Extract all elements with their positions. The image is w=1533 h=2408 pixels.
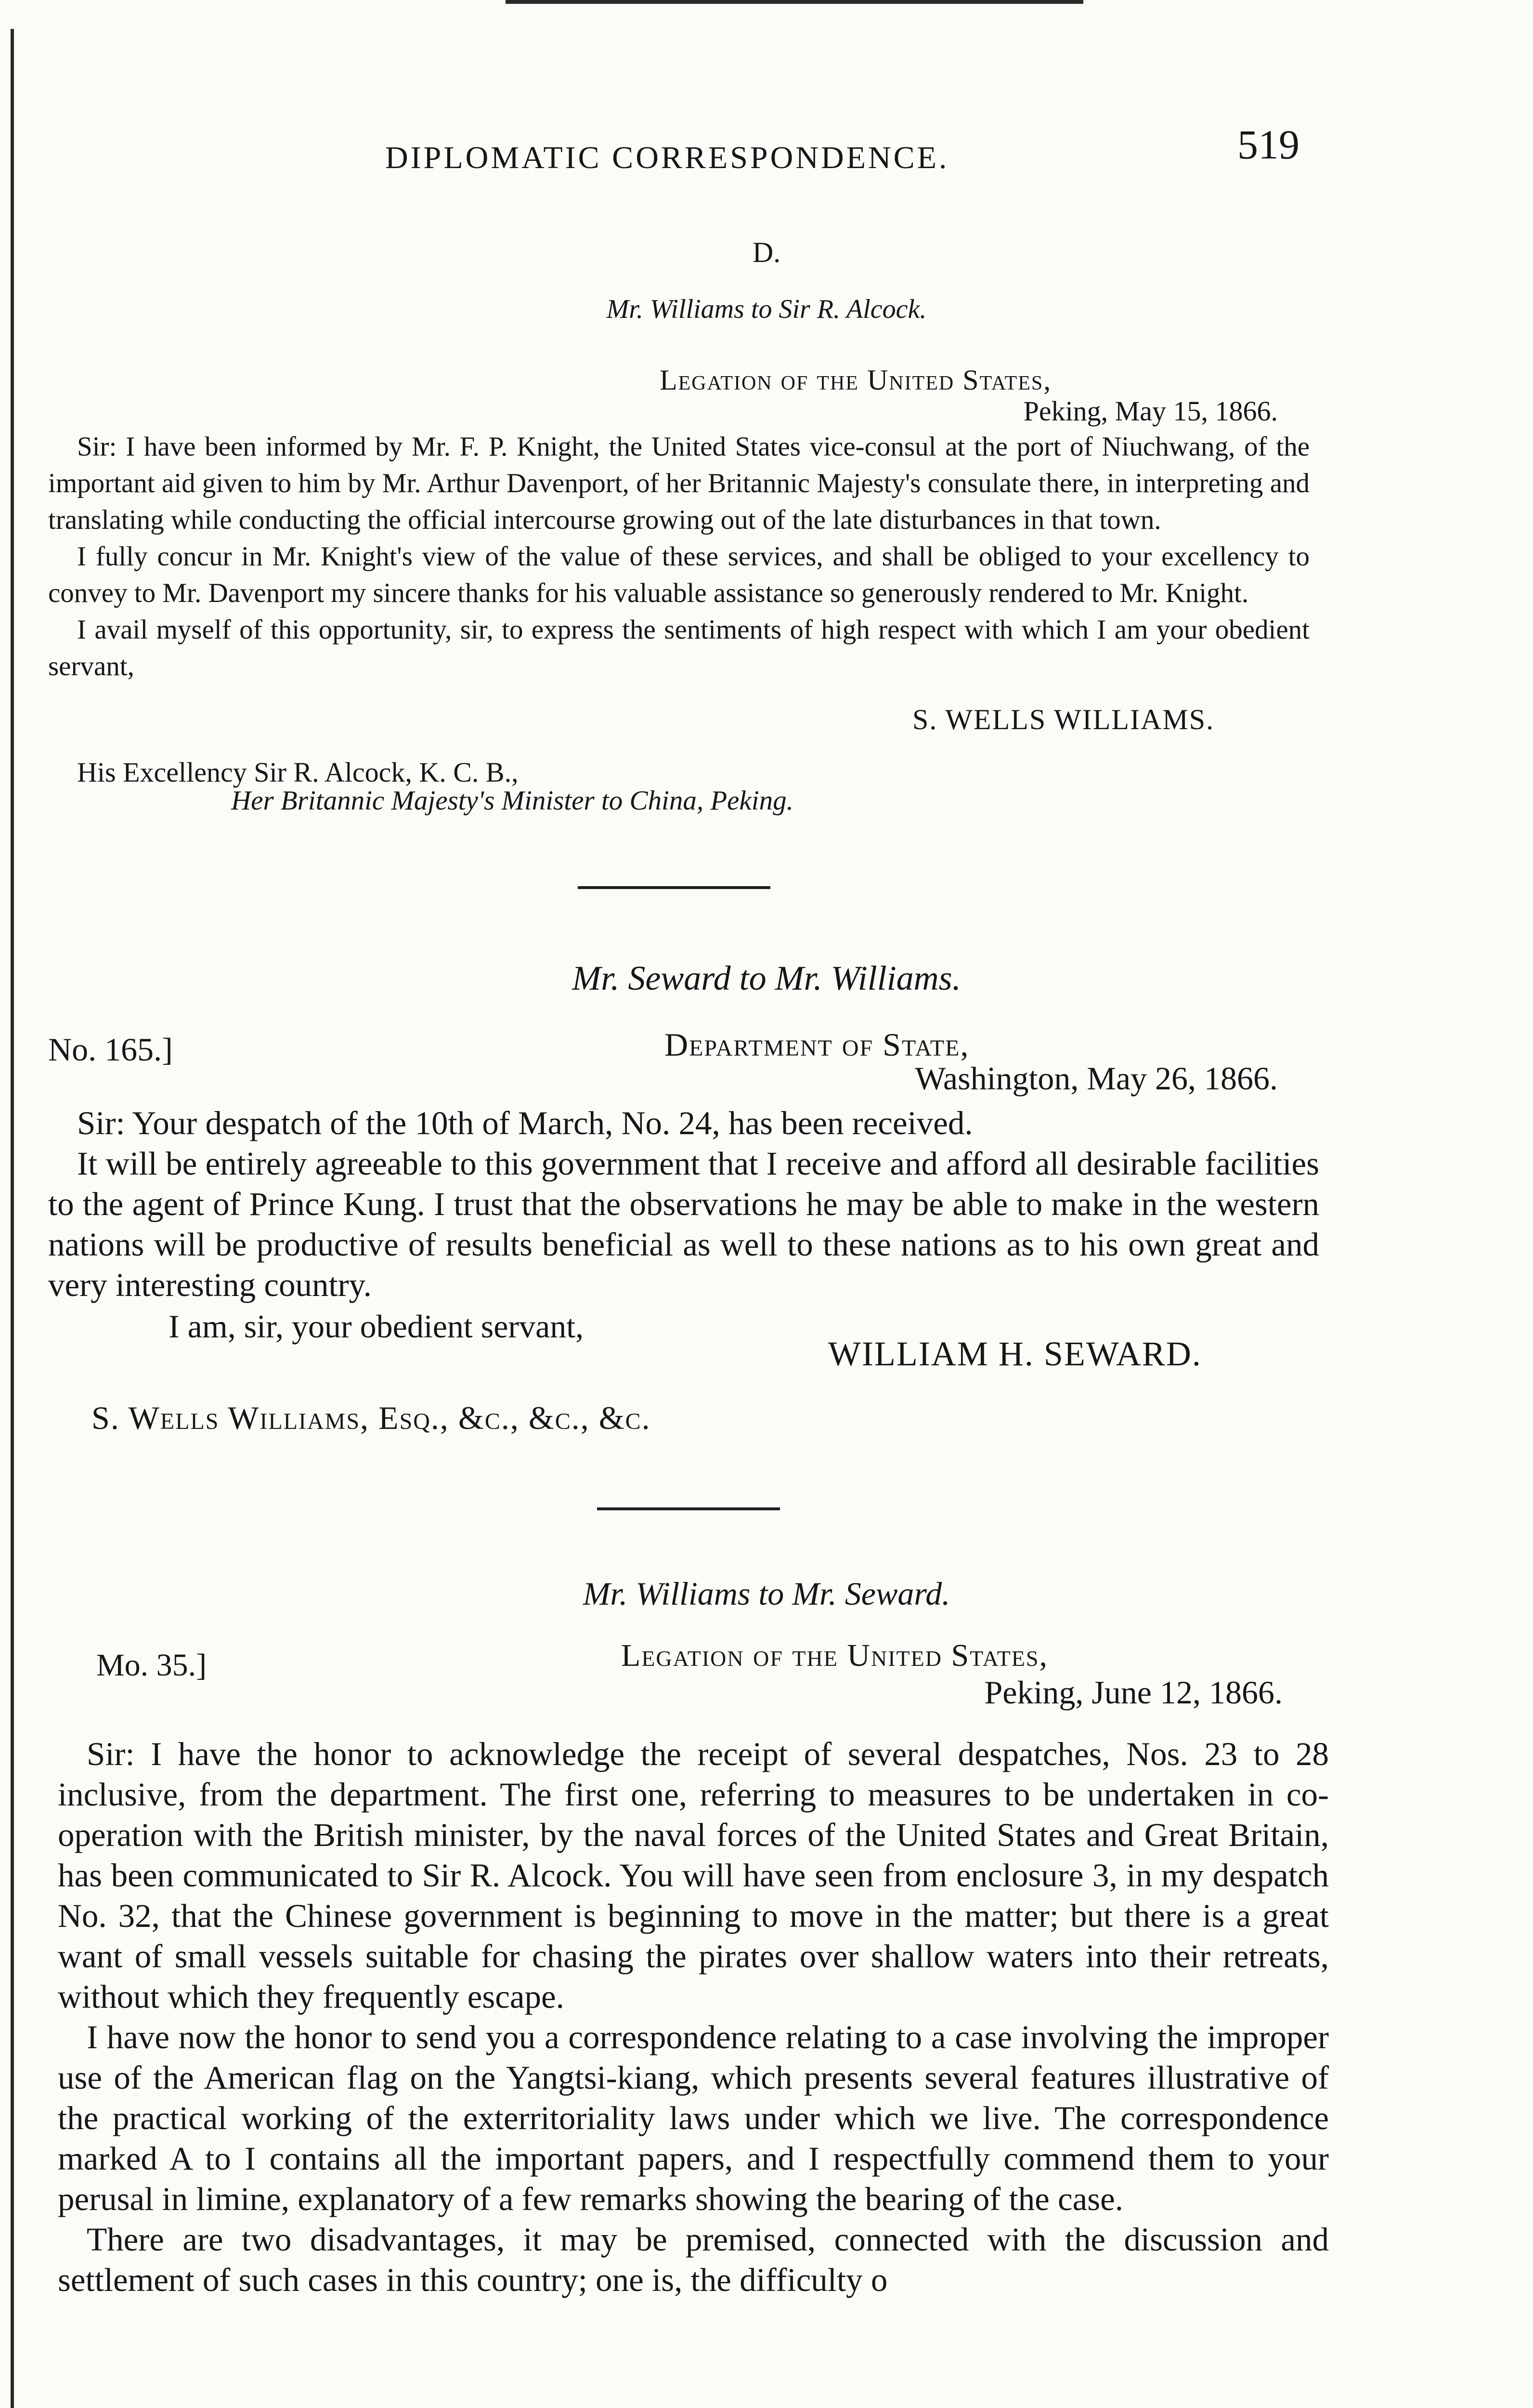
letter-seward-paragraph: It will be entirely agreeable to this government that I receive and afford all desirable facilities to the agent of Prince Kung. I trust that the observations he may be able to make in the western nations will be productive of results beneficial as well to these nations as to his own great and very interesting country. xyxy=(48,1145,1319,1303)
letter-seward-heading: Mr. Seward to Mr. Williams. xyxy=(572,959,961,997)
letter-williams-number: Mo. 35.] xyxy=(96,1648,207,1683)
letter-seward-origin: Department of State, xyxy=(664,1026,970,1063)
letter-seward-signature: WILLIAM H. SEWARD. xyxy=(828,1335,1202,1373)
letter-williams-date: Peking, June 12, 1866. xyxy=(984,1674,1283,1711)
letter-seward-body xyxy=(48,1103,1319,1305)
letter-williams-paragraph: There are two disadvantages, it may be premised, connected with the discussion and settlement of such cases in this country; one is, the difficulty o xyxy=(58,2221,1329,2298)
letter-d-origin: Legation of the United States, xyxy=(660,364,1052,396)
letter-d-heading: Mr. Williams to Sir R. Alcock. xyxy=(606,294,927,324)
section-label: D. xyxy=(752,236,781,268)
letter-williams-heading: Mr. Williams to Mr. Seward. xyxy=(583,1575,950,1612)
letter-d-paragraph: I avail myself of this opportunity, sir, to express the sentiments of high respect with which I am your obedient servant, xyxy=(48,615,1310,681)
letter-d-addressee: His Excellency Sir R. Alcock, K. C. B., xyxy=(77,757,519,788)
letter-williams-paragraph: I have now the honor to send you a correspondence relating to a case involving the improper use of the American flag on the Yangtsi-kiang, which presents several features illustrative of the practical working of the exterritoriality laws under which we live. The correspondence marked A to I contains all the important papers, and I respectfully commend them to your perusal in limine, explanatory of a few remarks showing the bearing of the case. xyxy=(58,2019,1329,2217)
letter-d-paragraph: I fully concur in Mr. Knight's view of the value of these services, and shall be obliged to your excellency to convey to Mr. Davenport my sincere thanks for his valuable assistance so generously rendered to Mr. Knight. xyxy=(48,541,1310,608)
letter-d-signature: S. WELLS WILLIAMS. xyxy=(912,704,1215,735)
letter-williams-body xyxy=(58,1734,1329,2300)
letter-d-paragraph: Sir: I have been informed by Mr. F. P. Knight, the United States vice-consul at the port of Niuchwang, of the important aid given to him by Mr. Arthur Davenport, of her Britannic Majesty's consulate there, in interpreting and translating while conducting the official intercourse growing out of the late disturbances in that town. xyxy=(48,432,1310,535)
page-edge-rule xyxy=(11,29,14,2408)
letter-williams-paragraph: Sir: I have the honor to acknowledge the receipt of several despatches, Nos. 23 to 28 inclusive, from the department. The first one, referring to measures to be undertaken in co-operation with the British minister, by the naval forces of the United States and Great Britain, has been communicated to Sir R. Alcock. You will have seen from enclosure 3, in my despatch No. 32, that the Chinese government is beginning to move in the matter; but there is a great want of small vessels suitable for chasing the pirates over shallow waters into their retreats, without which they frequently escape. xyxy=(58,1736,1329,2015)
letter-seward-date: Washington, May 26, 1866. xyxy=(915,1060,1278,1097)
top-edge-rule xyxy=(506,0,1083,4)
letter-seward-paragraph: Sir: Your despatch of the 10th of March, No. 24, has been received. xyxy=(77,1105,973,1141)
letter-seward-closing: I am, sir, your obedient servant, xyxy=(169,1308,584,1345)
section-divider xyxy=(597,1507,780,1510)
section-divider xyxy=(578,886,770,889)
letter-williams-origin: Legation of the United States, xyxy=(621,1638,1048,1673)
letter-seward-number: No. 165.] xyxy=(48,1031,173,1068)
running-title: DIPLOMATIC CORRESPONDENCE. xyxy=(385,140,949,175)
letter-d-addressee-title: Her Britannic Majesty's Minister to China, Peking. xyxy=(231,785,793,816)
letter-d-date: Peking, May 15, 1866. xyxy=(1023,395,1278,427)
letter-d-body xyxy=(48,429,1310,685)
page-number: 519 xyxy=(1237,121,1299,168)
letter-seward-addressee: S. Wells Williams, Esq., &c., &c., &c. xyxy=(91,1400,651,1436)
